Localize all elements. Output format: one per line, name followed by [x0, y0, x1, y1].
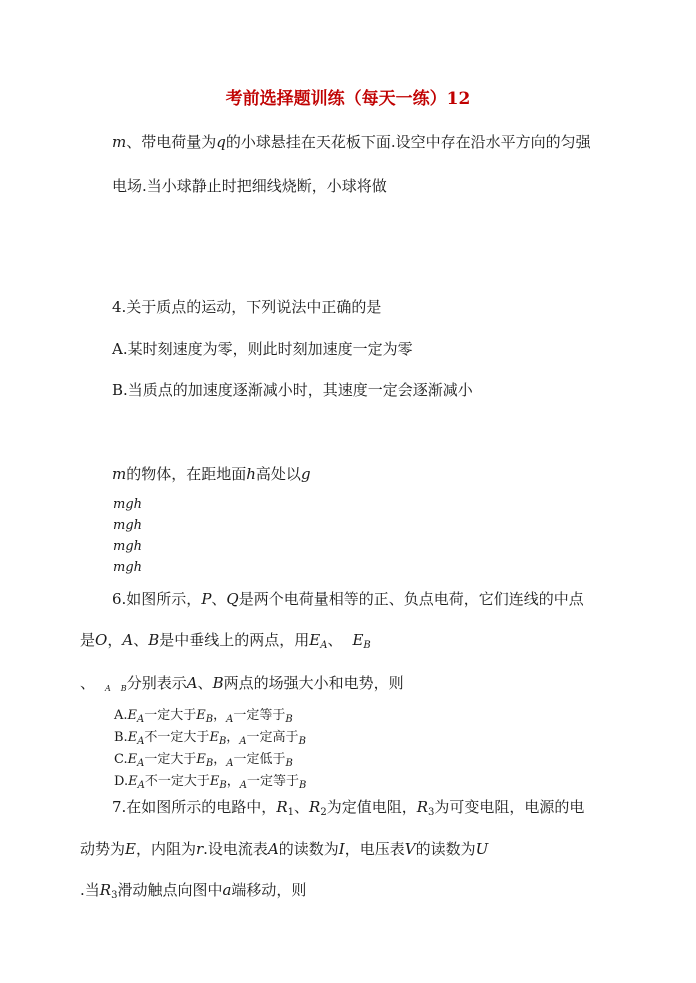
subscript: A: [137, 736, 145, 747]
text: 为定值电阻，: [326, 798, 417, 816]
text: 不一定大于: [144, 730, 210, 745]
var-A: A: [267, 840, 279, 858]
text: 一定等于: [246, 774, 299, 789]
var-A: A: [186, 674, 198, 692]
text: D.: [114, 774, 129, 789]
subscript: A: [105, 684, 111, 693]
q6-option-b: [114, 728, 306, 751]
text: 一定等于: [233, 708, 286, 723]
text: 、: [211, 590, 227, 608]
var-B: B: [148, 631, 160, 649]
subscript: A: [239, 780, 247, 791]
var-U: U: [475, 840, 489, 858]
q7-line-1: [112, 797, 584, 823]
var-E: E: [127, 752, 138, 767]
text: 一定低于: [233, 752, 286, 767]
text: 、: [327, 631, 343, 649]
q6-line-3: [80, 673, 404, 699]
var-B: B: [212, 674, 224, 692]
var-P: P: [201, 590, 212, 608]
q5-option-3: mgh: [113, 539, 143, 554]
text: 、: [294, 798, 310, 816]
var-R: R: [309, 798, 321, 816]
text: ，: [213, 708, 227, 723]
text: B.: [114, 730, 128, 745]
text: 高处以: [255, 465, 301, 483]
var-E: E: [209, 774, 220, 789]
var-g: g: [300, 465, 311, 483]
q5-option-2: mgh: [113, 518, 143, 533]
subscript: B: [205, 714, 214, 725]
subscript: 3: [111, 890, 118, 901]
subscript: B: [285, 714, 293, 725]
subscript: A: [137, 780, 145, 791]
var-m: m: [112, 133, 127, 151]
text: 一定大于: [144, 752, 197, 767]
text: ，: [226, 730, 240, 745]
q-prev-line-1: [112, 132, 591, 152]
text: 、: [197, 674, 213, 692]
text: C.: [114, 752, 128, 767]
var-E: E: [309, 631, 321, 649]
text: 是中垂线上的两点，用: [159, 631, 310, 649]
text: .当: [80, 881, 100, 899]
text: 动势为: [80, 840, 126, 858]
var-E: E: [209, 730, 219, 745]
text: 一定高于: [246, 730, 299, 745]
q7-line-3: [80, 880, 306, 906]
text: 是两个电荷量相等的正、负点电荷，它们连线的中点: [238, 590, 584, 608]
var-R: R: [276, 798, 288, 816]
subscript: B: [219, 780, 227, 791]
subscript: A: [137, 714, 145, 725]
var-E: E: [196, 708, 206, 723]
var-E: E: [352, 631, 364, 649]
text: 6.如图所示，: [112, 590, 202, 608]
q4-option-a: A.某时刻速度为零，则此时刻加速度一定为零: [112, 340, 413, 358]
subscript: 2: [320, 807, 327, 818]
q6-option-a: [114, 706, 293, 729]
var-r: r: [195, 840, 204, 858]
q5-stem: [112, 464, 311, 484]
q4-stem: 4.关于质点的运动，下列说法中正确的是: [112, 298, 382, 316]
var-q: q: [216, 133, 226, 151]
var-m: m: [112, 465, 127, 483]
text: 、带电荷量为: [126, 133, 217, 151]
var-Q: Q: [226, 590, 239, 608]
q6-line-1: [112, 589, 584, 609]
q6-option-c: [114, 750, 293, 773]
subscript: B: [298, 736, 306, 747]
var-h: h: [246, 465, 256, 483]
subscript: B: [205, 758, 214, 769]
text: 滑动触点向图中: [117, 881, 223, 899]
var-I: I: [338, 840, 345, 858]
text: 的物体，在距地面: [126, 465, 247, 483]
q6-option-d: [114, 772, 306, 795]
subscript: A: [226, 714, 234, 725]
var-R: R: [416, 798, 428, 816]
text: ，: [107, 631, 123, 649]
q7-line-2: [80, 839, 488, 859]
var-E: E: [125, 840, 136, 858]
text: ，: [226, 774, 240, 789]
q4-option-b: B.当质点的加速度逐渐减小时，其速度一定会逐渐减小: [112, 381, 473, 399]
var-E: E: [128, 774, 138, 789]
subscript: 3: [428, 807, 435, 818]
q5-option-1: mgh: [113, 497, 143, 512]
subscript: A: [137, 758, 145, 769]
text: ，电压表: [344, 840, 405, 858]
var-E: E: [127, 708, 138, 723]
text: 是: [80, 631, 96, 649]
page-title: 考前选择题训练（每天一练）12: [225, 89, 471, 109]
subscript: B: [218, 736, 227, 747]
var-E: E: [127, 730, 138, 745]
text: 一定大于: [144, 708, 197, 723]
text: 分别表示: [126, 674, 187, 692]
text: 的小球悬挂在天花板下面.设空中存在沿水平方向的匀强: [225, 133, 591, 151]
var-O: O: [95, 631, 108, 649]
text: 、: [133, 631, 149, 649]
text: ，内阻为: [135, 840, 196, 858]
var-V: V: [404, 840, 416, 858]
text: 不一定大于: [144, 774, 210, 789]
text: 端移动，则: [231, 881, 307, 899]
subscript: A: [226, 758, 234, 769]
text: 、: [80, 674, 96, 692]
text: 两点的场强大小和电势，则: [223, 674, 404, 692]
var-a: a: [222, 881, 232, 899]
subscript: B: [120, 684, 127, 693]
text: 的读数为: [415, 840, 476, 858]
subscript: B: [285, 758, 293, 769]
text: A.: [114, 708, 128, 723]
subscript: B: [298, 780, 307, 791]
subscript: A: [320, 640, 328, 651]
subscript: B: [363, 640, 371, 651]
var-A: A: [122, 631, 134, 649]
text: 的读数为: [278, 840, 339, 858]
subscript: A: [239, 736, 247, 747]
text: ，: [213, 752, 227, 767]
q5-option-4: mgh: [113, 560, 143, 575]
subscript: 1: [287, 807, 294, 818]
var-E: E: [196, 752, 206, 767]
text: .设电流表: [203, 840, 268, 858]
text: 为可变电阻，电源的电: [434, 798, 585, 816]
var-R: R: [99, 881, 112, 899]
text: 7.在如图所示的电路中，: [112, 798, 277, 816]
q-prev-line-2: 电场.当小球静止时把细线烧断，小球将做: [112, 177, 387, 195]
q6-line-2: [80, 630, 371, 656]
